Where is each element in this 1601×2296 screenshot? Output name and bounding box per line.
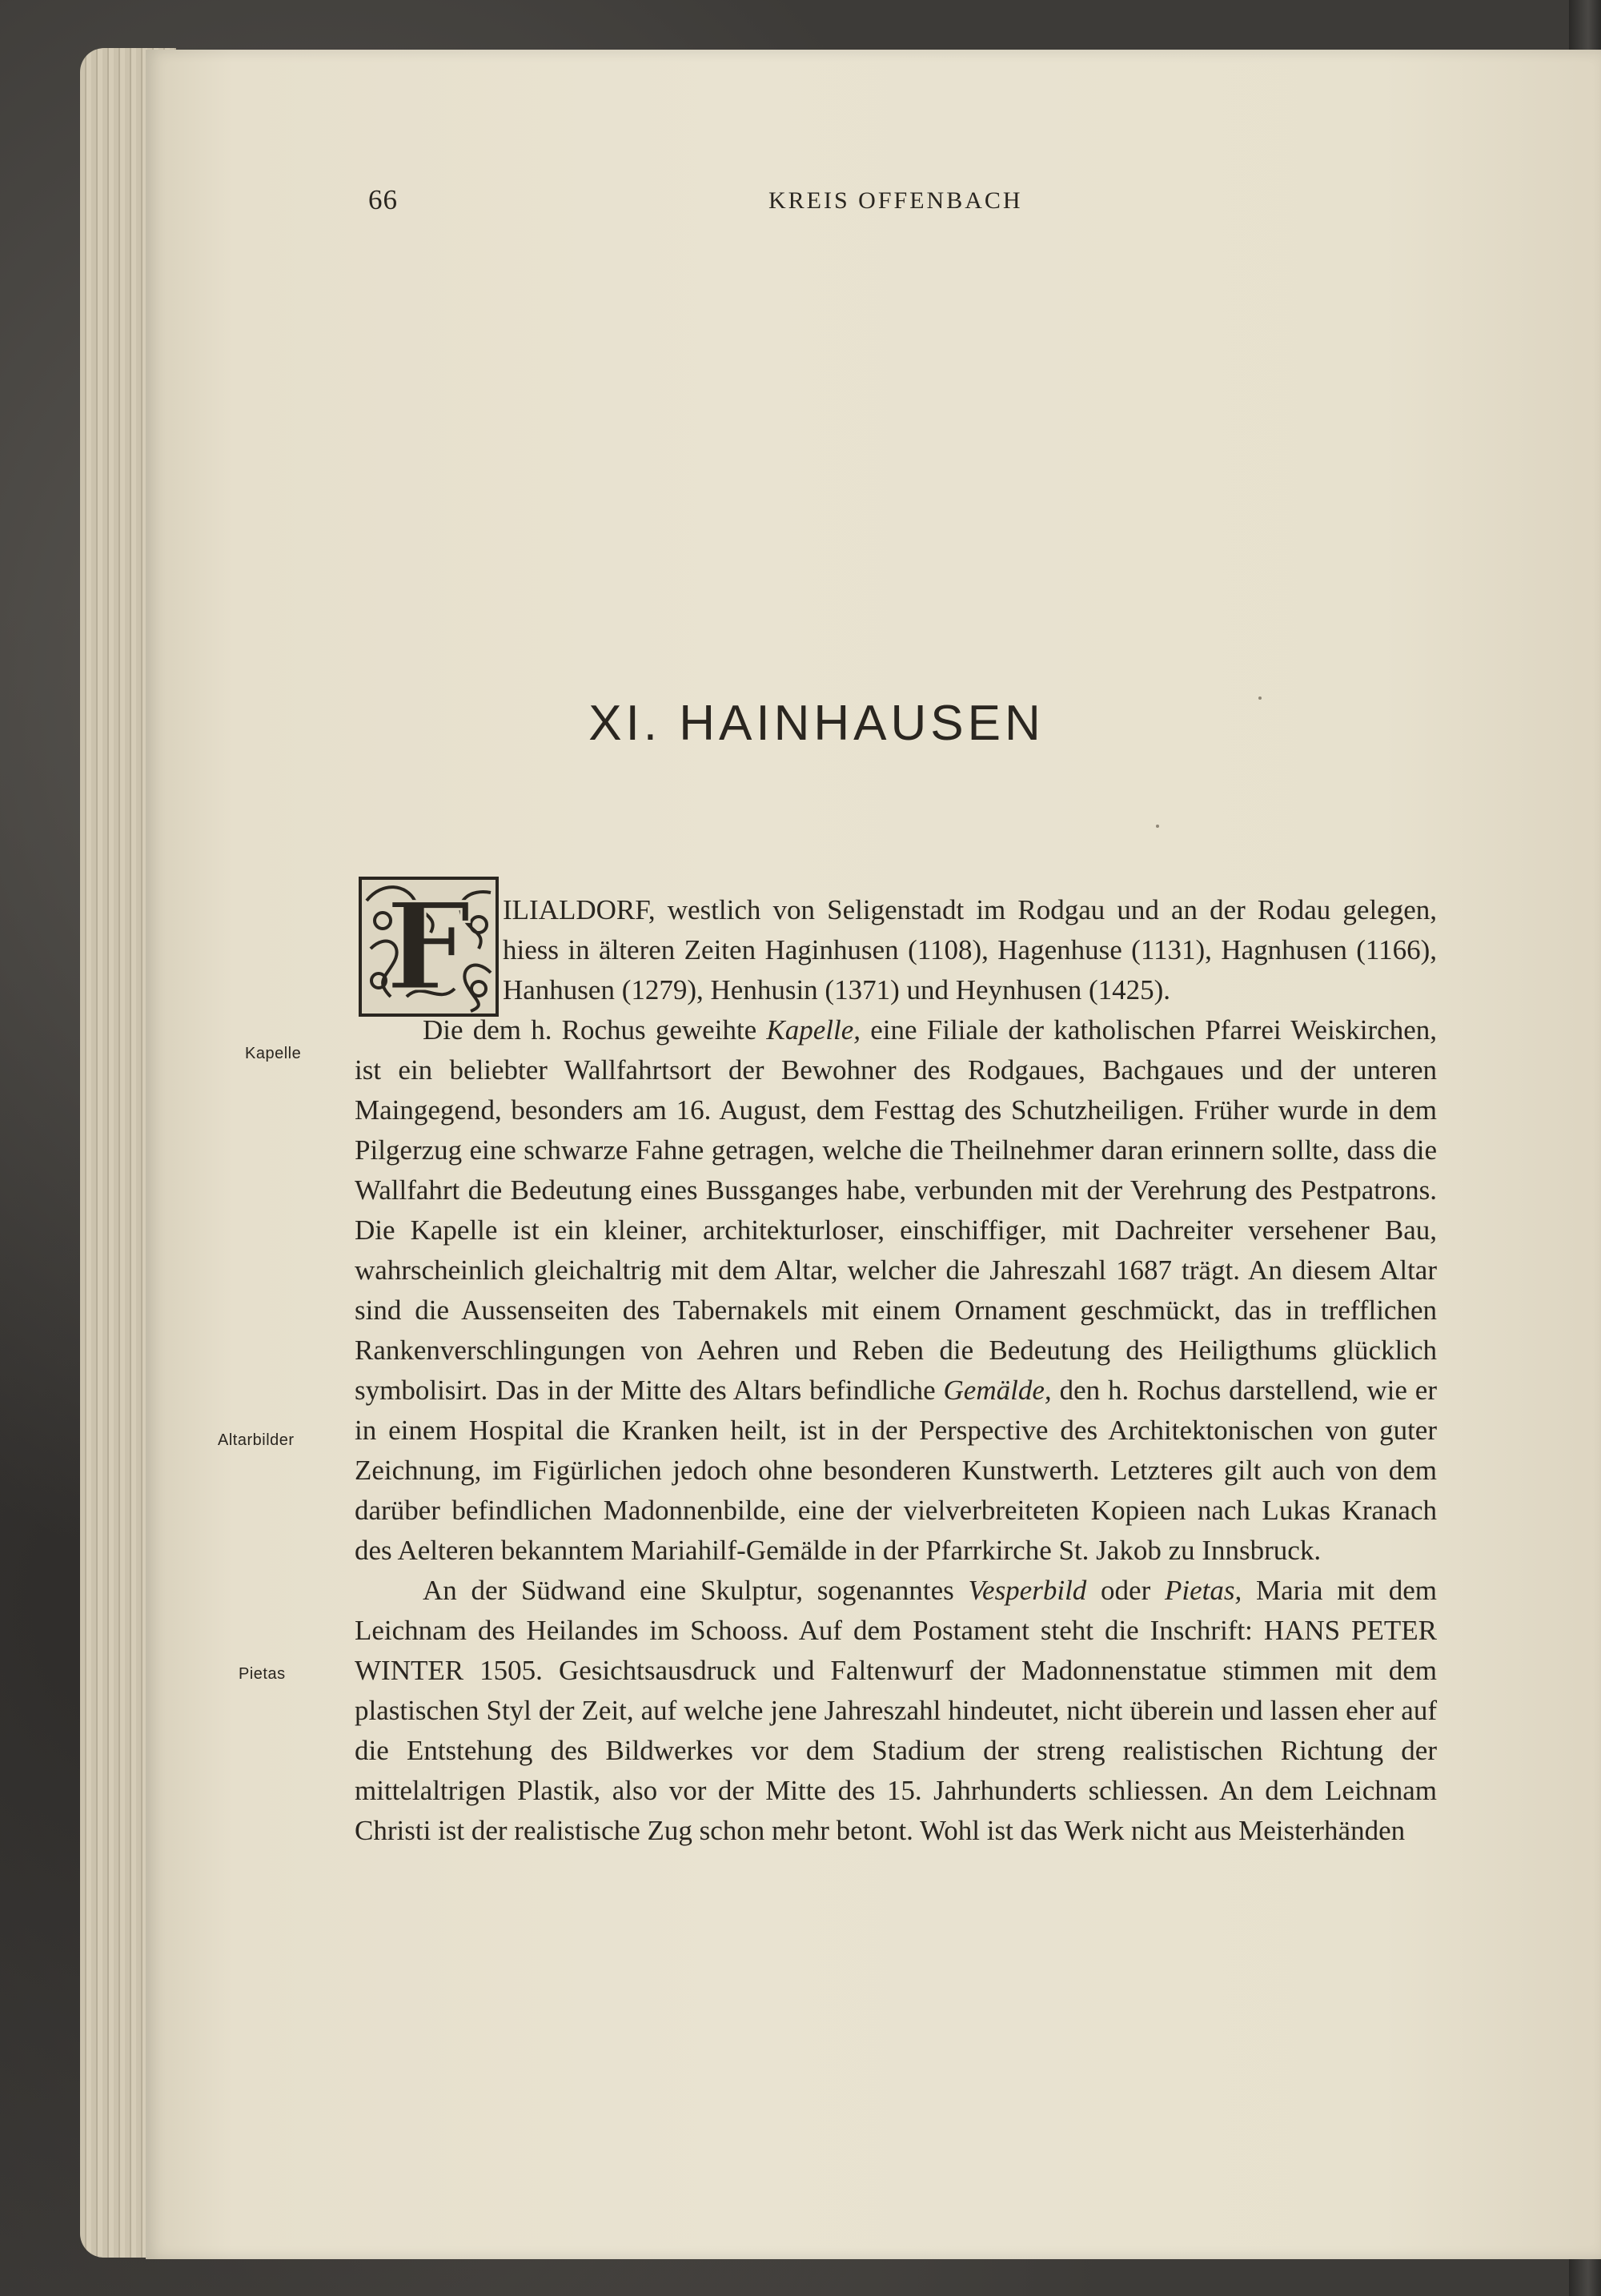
dropcap-letter: F — [385, 877, 471, 1017]
text-run: eine Filiale der katholischen Pfarrei Weiskirchen, ist ein beliebter Wallfahrtsort der Bewohner des Rodgaues, Bachgaues und der unteren Maingegend, besonders am 16. August, dem Festtag des Schutzheiligen. Früher wurde in dem Pilgerzug eine schwarze Fahne getragen, welche die Theilnehmer daran erinnern sollte, dass die Wallfahrt die Bedeutung eines Bussganges habe, verbunden mit der Verehrung des Pestpatrons. Die Kapelle ist ein kleiner, architekturloser, einschiffiger, mit Dachreiter versehener Bau, wahrscheinlich gleichaltrig mit dem Altar, welcher die Jahreszahl 1687 trägt. An diesem Altar sind die Aussenseiten des Tabernakels mit einem Ornament geschmückt, das in trefflichen Rankenverschlingungen von Aehren und Reben die Bedeutung des Heiligthums glücklich symbolisirt. Das in der Mitte des Altars befindliche — [355, 1014, 1438, 1406]
margin-note-pietas: Pietas — [239, 1665, 286, 1683]
paragraph-intro — [355, 890, 1437, 1010]
text-run: oder — [1086, 1575, 1165, 1606]
emphasis-pietas: Pietas, — [1165, 1575, 1242, 1606]
margin-note-altarbilder: Altarbilder — [218, 1431, 295, 1449]
emphasis-kapelle: Kapelle, — [766, 1014, 861, 1046]
paragraph-pietas — [355, 1571, 1437, 1851]
text-run: Die dem h. Rochus geweihte — [423, 1014, 767, 1046]
text-run: Maria mit dem Leichnam des Heilandes im Schooss. Auf dem Postament steht die Inschrift: HANS PETER WINTER 1505. Gesichtsausdruck und Faltenwurf der Madonnenstatue stimmen mit dem plastischen Styl der Zeit, auf welche jene Jahreszahl hindeutet, nicht überein und lassen eher auf die Entstehung des Bildwerkes vor dem Stadium der streng realistischen Richtung der mittelaltrigen Plastik, also vor der Mitte des 15. Jahrhunderts schliessen. An dem Leichnam Christi ist der realistische Zug schon mehr betont. Wohl ist das Werk nicht aus Meisterhänden — [355, 1575, 1437, 1846]
body-text — [355, 890, 1437, 1851]
emphasis-vesperbild: Vesperbild — [968, 1575, 1087, 1606]
paragraph-kapelle — [355, 1010, 1437, 1571]
text-run: An der Südwand eine Skulptur, sogenanntes — [423, 1575, 969, 1606]
running-title: KREIS OFFENBACH — [768, 187, 1023, 214]
paper-speck — [1258, 696, 1262, 700]
chapter-title: XI. HAINHAUSEN — [588, 696, 1045, 751]
intro-text: ILIALDORF, westlich von Seligenstadt im Rodgau und an der Rodau gelegen, hiess in älteren Zeiten Haginhusen (1108), Hagenhuse (1131), Hagnhusen (1166), Hanhusen (1279), Henhusin (1371) und Heynhusen (1425). — [503, 894, 1437, 1006]
emphasis-gemaelde: Gemälde, — [943, 1375, 1052, 1406]
paper-speck — [1156, 825, 1159, 828]
text-run: den h. Rochus darstellend, wie er in einem Hospital die Kranken heilt, ist in der Perspective des Architektonischen von guter Zeichnung, im Figürlichen jedoch ohne besonderen Kunstwerth. Letzteres gilt auch von dem darüber befindlichen Madonnenbilde, eine der vielverbreiteten Kopieen nach Lukas Kranach des Aelteren bekanntem Mariahilf-Gemälde in der Pfarrkirche St. Jakob zu Innsbruck. — [355, 1375, 1437, 1566]
page-number: 66 — [368, 184, 398, 215]
margin-note-kapelle: Kapelle — [245, 1045, 302, 1062]
